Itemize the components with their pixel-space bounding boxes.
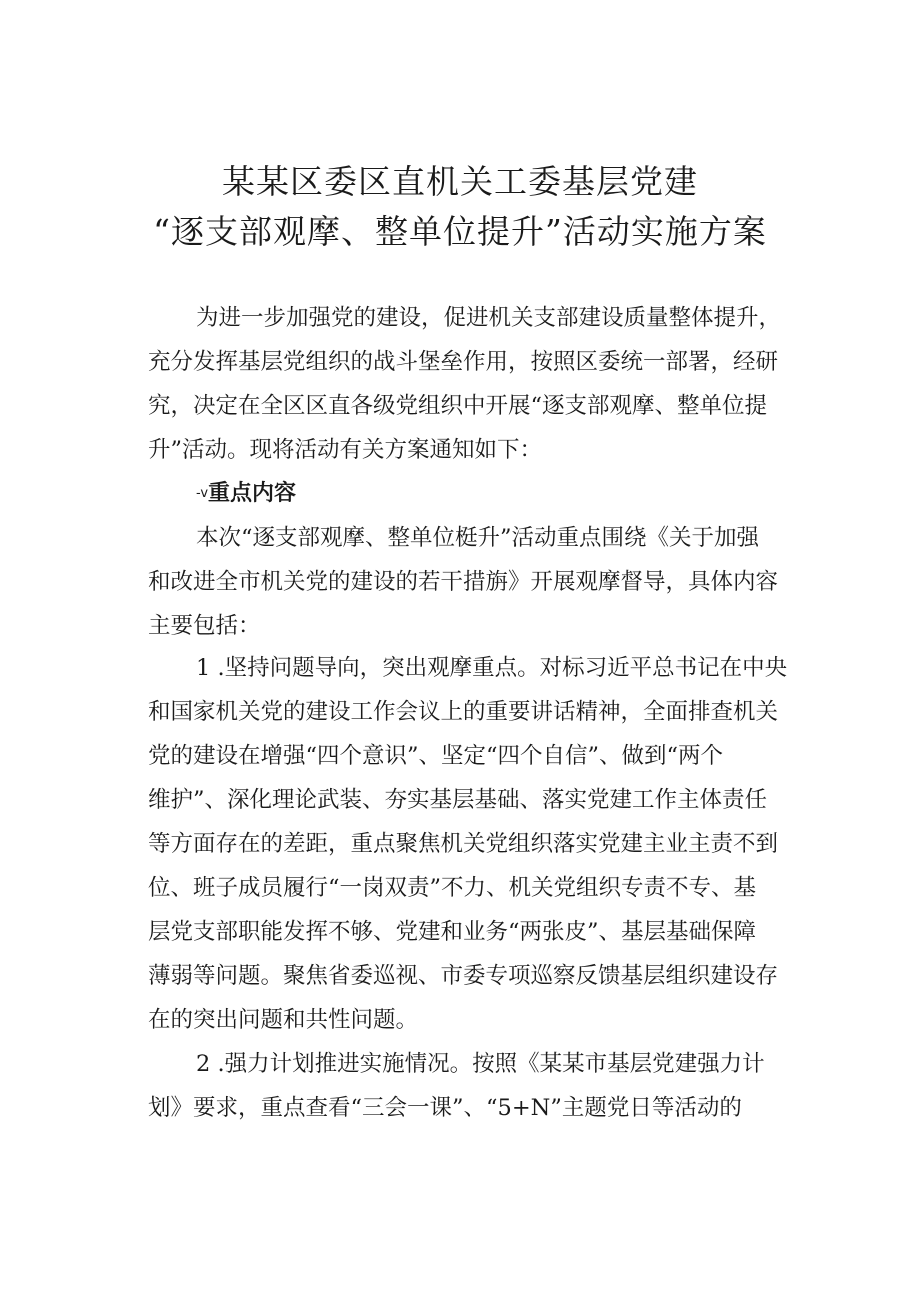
document-title-line-2: “逐支部观摩、整单位提升”活动实施方案 [153, 212, 767, 251]
section-heading-prefix: -v [196, 486, 209, 501]
item-1-line: 层党支部职能发挥不够、党建和业务“两张皮”、基层基础保障 [148, 919, 757, 945]
intro-line: 升”活动。现将活动有关方案通知如下： [148, 437, 543, 463]
intro-line: 究，决定在全区区直各级党组织中开展“逐支部观摩、整单位提 [148, 393, 768, 419]
item-1-line: 等方面存在的差距，重点聚焦机关党组织落实党建主业主责不到 [148, 831, 779, 857]
item-1-line: 和国家机关党的建设工作会议上的重要讲话精神，全面排查机关 [148, 699, 779, 725]
section-body-line: 和改进全市机关党的建设的若干措旃》开展观摩督导，具体内容 [148, 569, 779, 595]
section-body-line: 本次“逐支部观摩、整单位梃升”活动重点围绕《关于加强 [196, 525, 760, 551]
item-1-line: 位、班子成员履行“一岗双责”不力、机关党组织专责不专、基 [148, 875, 757, 901]
intro-line: 充分发挥基层党组织的战斗堡垒作用，按照区委统一部署，经研 [148, 349, 779, 375]
intro-line: 为进一步加强党的建设，促进机关支部建设质量整体提升， [196, 305, 782, 331]
section-heading-text: 重点内容 [208, 481, 297, 506]
item-1-line: 在的突出问题和共性问题。 [148, 1007, 419, 1033]
item-1-line: 1 .坚持问题导向，突出观摩重点。对标习近平总书记在中央 [196, 655, 788, 681]
item-1-line: 党的建设在增强“四个意识”、坚定“四个自信”、做到“两个 [148, 743, 724, 769]
item-1-line: 维护”、深化理论武装、夯实基层基础、落实党建工作主体责任 [148, 787, 768, 813]
section-heading [196, 478, 296, 510]
section-body-line: 主要包括： [148, 613, 261, 639]
document-title-line-1: 某某区委区直机关工委基层党建 [222, 162, 698, 201]
item-2-line: 划》要求，重点查看“三会一课”、“5+N”主题党日等活动的 [148, 1095, 742, 1121]
item-2-line: 2 .强力计划推进实施情况。按照《某某市基层党建强力计 [196, 1051, 765, 1077]
item-1-line: 薄弱等问题。聚焦省委巡视、市委专项巡察反馈基层组织建设存 [148, 963, 779, 989]
